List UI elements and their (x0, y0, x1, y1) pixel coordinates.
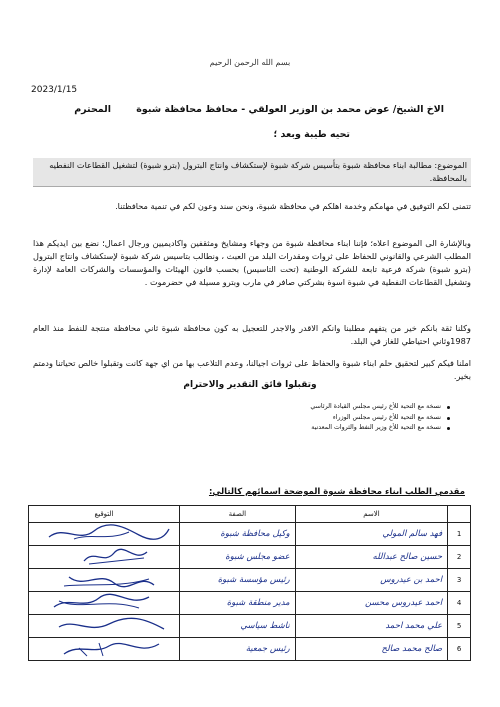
paragraph-2: وبالإشارة الى الموضوع اعلاه؛ فإننا ابناء محافظة شبوة من وجهاء ومشايخ ومثقفين واكاديميين ورجال اعمال؛ نضع بين ايديكم هذا المطلب الشرعي والقانوني للحفاظ على ثروات ومقدرات البلد من العبث ، ونطالب بتاسيس شركة شبوة لإستكشاف وانتاج البترول (بترو شبوة) شركة فرعية تابعة للشركة الوطنية (تحت التاسيس) بحسب قانون الهيئات والمؤسسات والشركات العامة لإدارة وتشغيل القطاعات النفطية في شبوة اسوة بشركتي صافر في مارب وبترو مسيلة في حضرموت . (33, 238, 471, 287)
row-num: 2 (448, 546, 471, 569)
addressee-honorific: المحترم (74, 104, 111, 115)
basmala: بسم الله الرحمن الرحيم (209, 58, 291, 67)
cc-item: نسخة مع التحية للأخ رئيس مجلس القيادة الرئاسي (190, 402, 450, 413)
handwritten-signature (29, 546, 179, 568)
row-name: حسين صالح عبدالله (372, 552, 443, 562)
paragraph-1: تتمنى لكم التوفيق في مهامكم وخدمة اهلكم في محافظة شبوة، ونحن سند وعون لكم في تنمية محافظتنا. (115, 201, 471, 211)
row-title: رئيس جمعية (245, 644, 290, 654)
row-name: صالح محمد صالح (381, 644, 443, 654)
cc-list (190, 402, 450, 434)
cc-item: نسخة مع التحية للأخ رئيس مجلس الوزراء (190, 413, 450, 424)
closing-line: وتقبلوا فائق التقدير والاحترام (183, 380, 317, 390)
paragraph-4: املنا فيكم كبير لتحقيق حلم ابناء شبوة والحفاظ على ثروات اجيالنا، وعدم التلاعب بها من اي جهة كانت وتقبلوا خالص تحياتنا ودمتم بخير. (33, 358, 471, 381)
addressee-line: الاخ الشيخ/ عوض محمد بن الوزير العولقي - محافظ محافظة شبوة (136, 104, 444, 115)
row-name: احمد بن عيدروس (380, 575, 443, 585)
row-title: رئيس مؤسسة شبوة (217, 575, 290, 585)
header-num (448, 506, 471, 523)
row-name: احمد عيدروس محسن (364, 598, 443, 608)
row-num: 3 (448, 569, 471, 592)
paragraph-3: وكلنا ثقة بانكم خير من يتفهم مطلبنا وانكم الاقدر والاجدر للتعجيل به كون محافظة شبوة ثاني محافظة منتجة للنفط منذ العام 1987وثاني احتياطي للغاز في البلد. (33, 323, 471, 346)
row-name: فهد سالم المولي (382, 529, 443, 539)
table-row (29, 546, 471, 569)
row-title: مدير منطقة شبوة (226, 598, 290, 608)
table-row (29, 523, 471, 546)
row-title: ناشط سياسي (240, 621, 290, 631)
petition-title: مقدمي الطلب ابناء محافظة شبوة الموضحة اسمائهم كالتالي: (208, 487, 465, 497)
table-row (29, 569, 471, 592)
greeting: تحيه طيبة وبعد ؛ (273, 129, 350, 140)
row-num: 6 (448, 638, 471, 661)
table-row (29, 638, 471, 661)
header-name: الاسم (295, 506, 447, 523)
handwritten-signature (29, 592, 179, 614)
letter-date: 2023/1/15 (31, 85, 78, 95)
row-title: وكيل محافظة شبوة (220, 529, 290, 539)
row-num: 5 (448, 615, 471, 638)
header-title: الصفة (180, 506, 296, 523)
row-num: 1 (448, 523, 471, 546)
table-row (29, 615, 471, 638)
row-name: علي محمد احمد (385, 621, 443, 631)
handwritten-signature (29, 523, 179, 545)
cc-item: نسخة مع التحية للأخ وزير النفط والثروات المعدنية (190, 423, 450, 434)
table-row (29, 592, 471, 615)
addressee (44, 104, 444, 115)
row-title: عضو مجلس شبوة (225, 552, 290, 562)
handwritten-signature (29, 615, 179, 637)
handwritten-signature (29, 638, 179, 660)
signatories-table (28, 505, 471, 661)
handwritten-signature (29, 569, 179, 591)
header-signature: التوقيع (29, 506, 180, 523)
row-num: 4 (448, 592, 471, 615)
table-header-row (29, 506, 471, 523)
subject-line: الموضوع: مطالبة ابناء محافظة شبوة بتأسيس شركة شبوة لإستكشاف وانتاج البترول (بترو شبوة) لتشغيل القطاعات النفطيه بالمحافظة. (33, 158, 471, 187)
